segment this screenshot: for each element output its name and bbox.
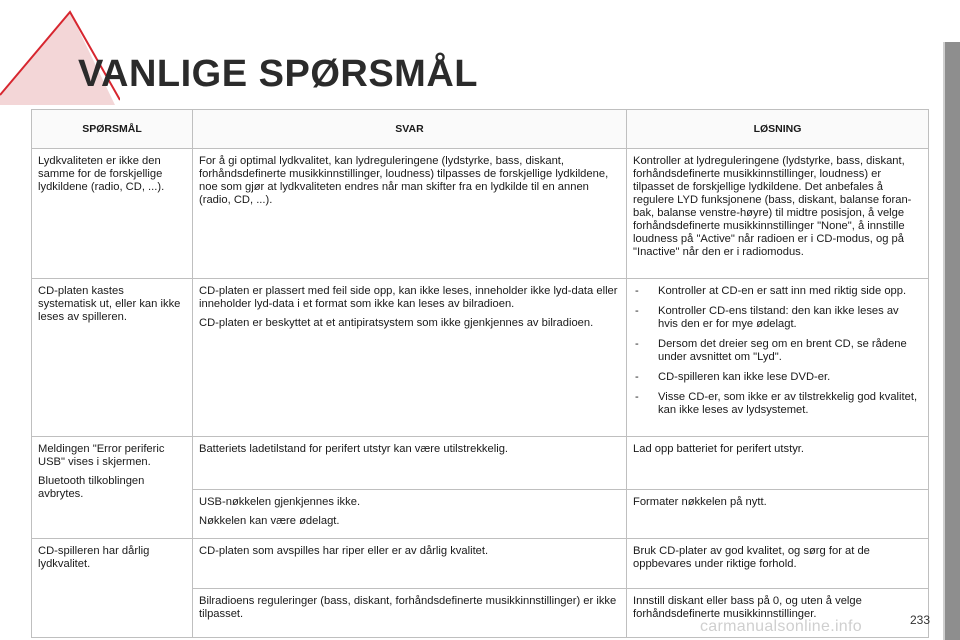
header-question: SPØRSMÅL: [32, 110, 193, 149]
answer-cell: [193, 149, 627, 279]
cell-text: Nøkkelen kan være ødelagt.: [199, 515, 340, 527]
side-tab-bar: [945, 42, 960, 640]
cell-text: CD-spilleren har dårlig lydkvalitet.: [38, 545, 150, 570]
list-item: - Kontroller at CD-en er satt inn med riktig side opp.: [633, 285, 921, 298]
answer-cell: [193, 490, 627, 539]
list-item: - CD-spilleren kan ikke lese DVD-er.: [633, 371, 921, 384]
table-row: [32, 437, 929, 490]
cell-text: Kontroller at lydreguleringene (lydstyrke, bass, diskant, forhåndsdefinerte musikkinnstillinger, loudness) er tilpasset de forskjellige lydkildene. Det anbefales å regulere LYD funksjonene (bass, diskant, balanse foran-bak, balanse venstre-høyre) til midtre posisjon, å velge forhåndsdefinerte musikkinnstillinger "None", å innstille loudness på "Active" når radioen er i CD-modus, og på "Inactive" når den er i radiomodus.: [633, 155, 912, 258]
cell-text: Lad opp batteriet for perifert utstyr.: [633, 443, 805, 455]
list-item: - Kontroller CD-ens tilstand: den kan ikke leses av hvis den er for mye ødelagt.: [633, 305, 921, 331]
solution-cell: [627, 149, 929, 279]
faq-table: [31, 109, 929, 638]
table-row: [32, 539, 929, 589]
table-row: [32, 279, 929, 437]
answer-cell: [193, 279, 627, 437]
cell-text: For å gi optimal lydkvalitet, kan lydreguleringene (lydstyrke, bass, diskant, forhåndsdefinerte musikkinnstillinger, loudness) tilpasses de forskjellige lydkildene, noe som gjør at lydkvaliteten endres når man skifter fra en lydkilde til en annen (radio, CD, ...).: [199, 155, 609, 206]
cell-text: Batteriets ladetilstand for perifert utstyr kan være utilstrekkelig.: [199, 443, 509, 455]
answer-cell: [193, 539, 627, 589]
list-item: - Visse CD-er, som ikke er av tilstrekkelig god kvalitet, kan ikke leses av lydsystemet.: [633, 391, 921, 417]
answer-cell: [193, 589, 627, 638]
header-answer: SVAR: [193, 110, 627, 149]
cell-text: CD-platen som avspilles har riper eller er av dårlig kvalitet.: [199, 545, 489, 557]
answer-cell: [193, 437, 627, 490]
watermark-text: carmanualsonline.info: [700, 618, 862, 635]
cell-text: CD-platen kastes systematisk ut, eller kan ikke leses av spilleren.: [38, 285, 181, 323]
solution-cell: [627, 539, 929, 589]
header-solution: LØSNING: [627, 110, 929, 149]
page-title: VANLIGE SPØRSMÅL: [78, 53, 478, 95]
solution-cell: [627, 279, 929, 437]
question-cell: [32, 539, 193, 638]
cell-text: Bruk CD-plater av god kvalitet, og sørg for at de oppbevares under riktige forhold.: [633, 545, 870, 570]
table-header-row: [32, 110, 929, 149]
cell-text: USB-nøkkelen gjenkjennes ikke.: [199, 496, 361, 508]
solution-list: [633, 285, 921, 417]
question-cell: [32, 437, 193, 539]
solution-cell: [627, 490, 929, 539]
cell-text: CD-platen er plassert med feil side opp, kan ikke leses, inneholder ikke lyd-data eller inneholder lyd-data i et format som ikke kan leses av bilradioen.: [199, 285, 618, 310]
list-item: - Dersom det dreier seg om en brent CD, se rådene under avsnittet om "Lyd".: [633, 338, 921, 364]
table-row: [32, 149, 929, 279]
cell-text: Innstill diskant eller bass på 0, og uten å velge forhåndsdefinerte musikkinnstillinger.: [633, 595, 862, 620]
cell-text: Lydkvaliteten er ikke den samme for de forskjellige lydkildene (radio, CD, ...).: [38, 155, 165, 193]
cell-text: Bilradioens reguleringer (bass, diskant, forhåndsdefinerte musikkinnstillinger) er ikke tilpasset.: [199, 595, 617, 620]
cell-text: CD-platen er beskyttet at et antipiratsystem som ikke gjenkjennes av bilradioen.: [199, 317, 594, 329]
question-cell: [32, 279, 193, 437]
cell-text: Bluetooth tilkoblingen avbrytes.: [38, 475, 145, 500]
page-number: 233: [910, 613, 931, 627]
cell-text: Formater nøkkelen på nytt.: [633, 496, 767, 508]
question-cell: [32, 149, 193, 279]
cell-text: Meldingen "Error periferic USB" vises i skjermen.: [38, 443, 165, 468]
solution-cell: [627, 437, 929, 490]
